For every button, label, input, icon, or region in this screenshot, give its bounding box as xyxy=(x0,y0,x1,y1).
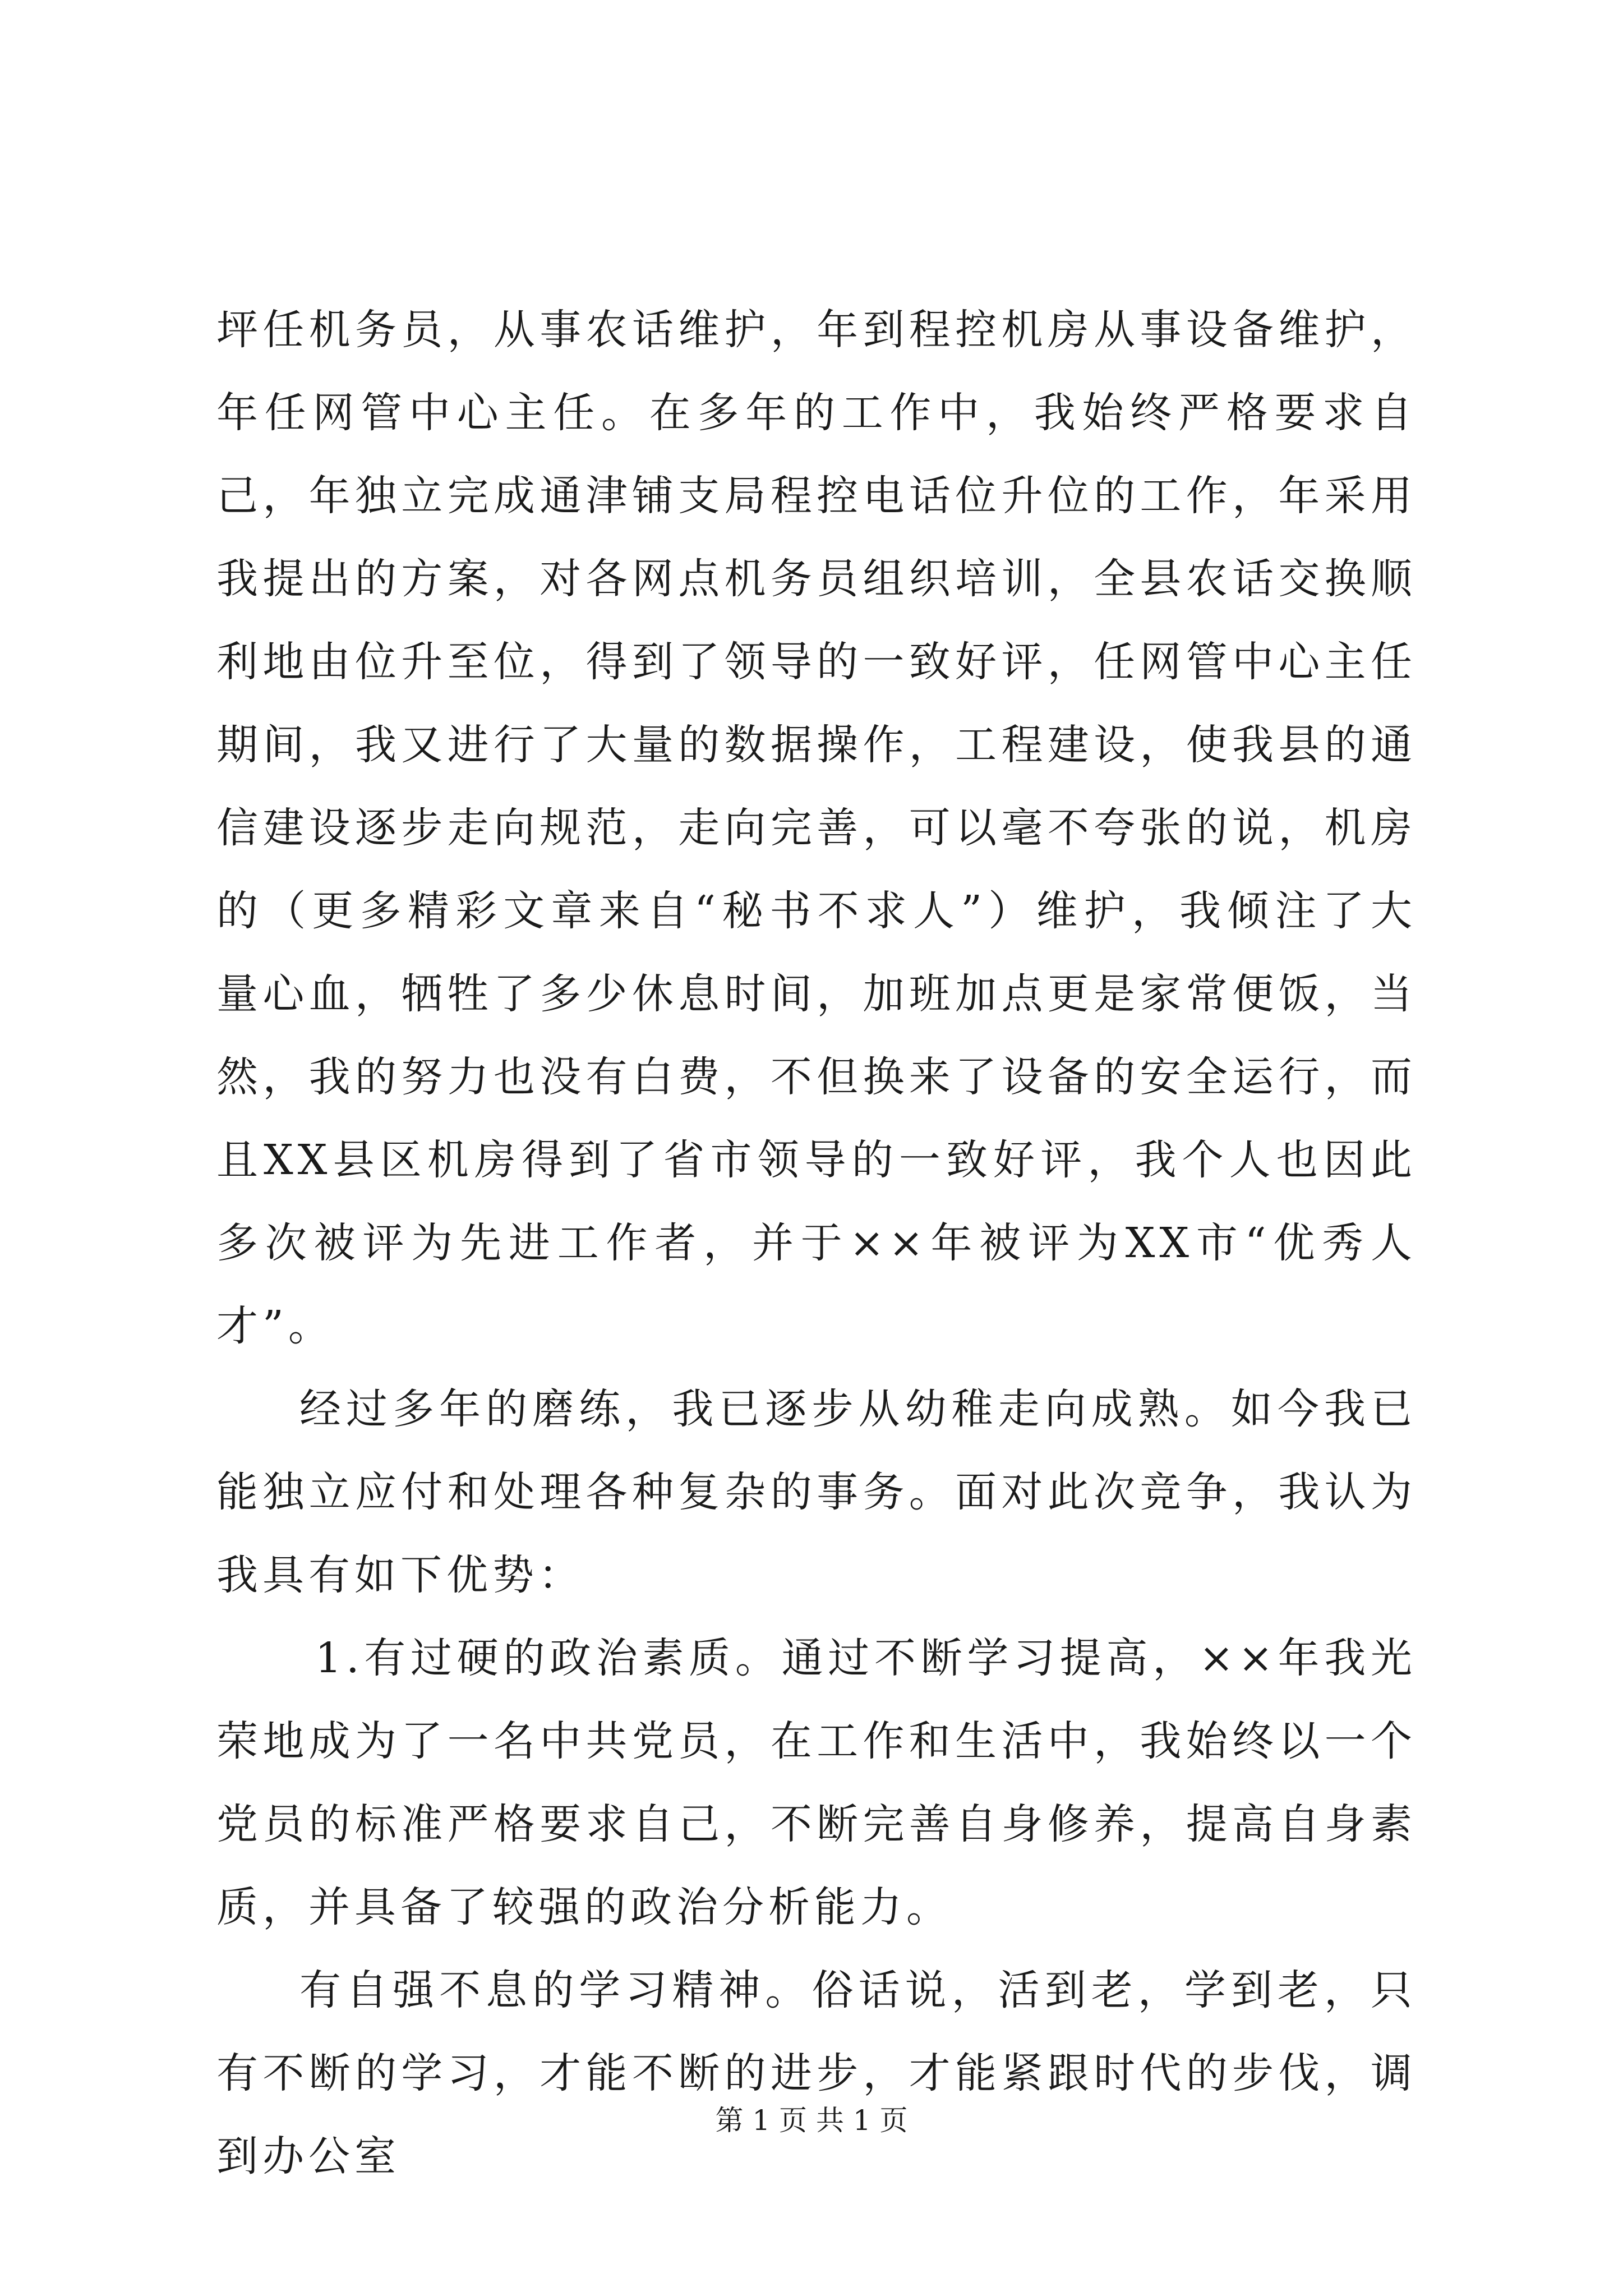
paragraph-4: 有自强不息的学习精神。俗话说，活到老，学到老，只有不断的学习，才能不断的进步，才能紧跟时代的步伐，调到办公室 xyxy=(216,1966,1417,2180)
paragraph-3: 1.有过硬的政治素质。通过不断学习提高，××年我光荣地成为了一名中共党员，在工作和生活中，我始终以一个党员的标准严格要求自己，不断完善自身修养，提高自身素质，并具备了较强的政治分析能力。 xyxy=(216,1634,1417,1931)
page-footer xyxy=(0,2104,1623,2137)
body-text xyxy=(216,288,1417,2198)
page-number-label: 第 1 页 共 1 页 xyxy=(715,2104,908,2137)
paragraph-2: 经过多年的磨练，我已逐步从幼稚走向成熟。如今我已能独立应付和处理各种复杂的事务。面对此次竞争，我认为我具有如下优势： xyxy=(216,1385,1417,1599)
paragraph-1: 坪任机务员，从事农话维护，年到程控机房从事设备维护，年任网管中心主任。在多年的工作中，我始终严格要求自己，年独立完成通津铺支局程控电话位升位的工作，年采用我提出的方案，对各网点机务员组织培训，全县农话交换顺利地由位升至位，得到了领导的一致好评，任网管中心主任期间，我又进行了大量的数据操作，工程建设，使我县的通信建设逐步走向规范，走向完善，可以毫不夸张的说，机房的（更多精彩文章来自“秘书不求人”）维护，我倾注了大量心血，牺牲了多少休息时间，加班加点更是家常便饭，当然，我的努力也没有白费，不但换来了设备的安全运行，而且XX县区机房得到了省市领导的一致好评，我个人也因此多次被评为先进工作者，并于××年被评为XX市“优秀人才”。 xyxy=(216,306,1417,1350)
